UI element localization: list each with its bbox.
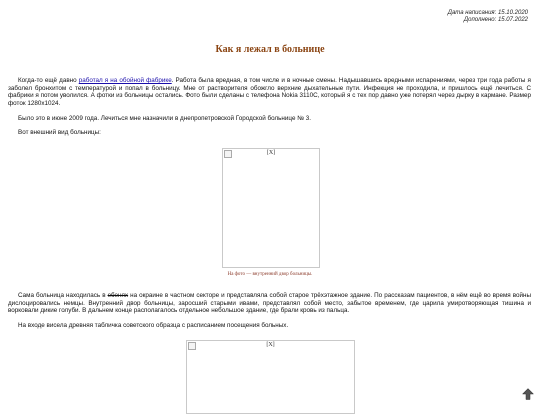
struck-word: ебенях	[107, 292, 129, 299]
page-title: Как я лежал в больнице	[215, 44, 325, 55]
arrow-up-icon[interactable]	[522, 387, 534, 399]
paragraph-intro-text-start: Когда-то ещё давно	[18, 77, 79, 84]
paragraph-hospital-text-end: на окраине в частном секторе и представляла собой старое трёхэтажное здание. По рассказам пациентов, в нём ещё во время войны дислоцировались немцы. Внутренний двор больницы, заросший старыми ивами, представлял собой место, забытое временем, где царила умиротворяющая тишина и ворковали дикие голуби. В дальнем конце располагалось отдельное небольшое здание, где брали кровь из пальца.	[8, 292, 531, 315]
photo-caption: На фото — внутренний двор больницы.	[227, 272, 313, 277]
date-info	[448, 10, 528, 24]
factory-link[interactable]: работал я на обойной фабрике	[78, 77, 172, 84]
image-alt-text-2: [X]	[266, 342, 275, 348]
hospital-yard-photo[interactable]	[222, 148, 320, 268]
paragraph-intro-text-end: . Работа была вредная, в том числе и в ночные смены. Надышавшись вредными испарениями, через три года работы я заболел бронхитом с температурой и попал в больницу. Мне от растворителя обожгло верхние дыхательные пути. Инфекция не проходила, и пришлось ещё лечиться. С фабрики я потом уволился. А фотки из больницы остались. Фото были сделаны с телефона Nokia 3110C, который я с тех пор давно уже потерял через дырку в кармане. Размер фоток 1280x1024.	[8, 77, 531, 107]
paragraph-view-text: Вот внешний вид больницы:	[18, 129, 101, 136]
paragraph-hospital	[8, 292, 531, 315]
date-written: Дата написания: 15.10.2020	[447, 10, 528, 16]
visiting-hours-sign-photo[interactable]	[186, 340, 355, 414]
image-alt-text: [X]	[266, 150, 276, 156]
paragraph-sign-text: На входе висела древняя табличка советского образца с расписанием посещения больных.	[18, 322, 289, 329]
paragraph-date-text: Было это в июне 2009 года. Лечиться мне назначили в днепропетровской Городской больнице № 3.	[18, 115, 311, 122]
paragraph-view	[8, 129, 531, 137]
paragraph-intro	[8, 77, 531, 107]
date-updated: Дополнено: 15.07.2022	[463, 17, 528, 23]
paragraph-hospital-text-start: Сама больница находилась в	[18, 292, 108, 299]
paragraph-sign	[8, 322, 531, 330]
paragraph-date	[8, 115, 531, 123]
